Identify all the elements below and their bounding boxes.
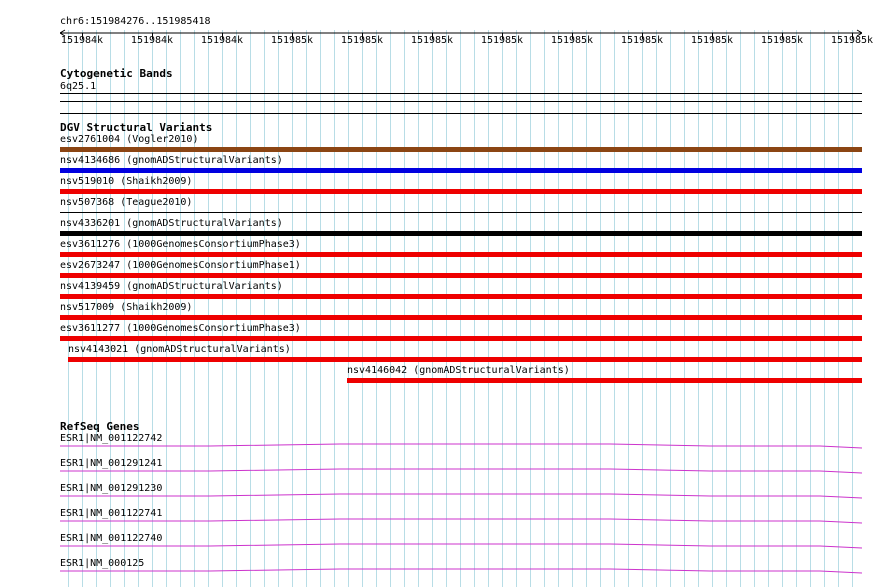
refseq-gene-label[interactable]: ESR1|NM_001122741 xyxy=(60,508,163,519)
ruler-tick-label: 151985k xyxy=(620,35,664,46)
refseq-gene-label[interactable]: ESR1|NM_001122740 xyxy=(60,533,163,544)
refseq-gene-intron-line[interactable] xyxy=(60,543,862,549)
refseq-gene-label[interactable]: ESR1|NM_001122742 xyxy=(60,433,163,444)
dgv-feature-label[interactable]: esv3611276 (1000GenomesConsortiumPhase3) xyxy=(60,239,301,250)
dgv-feature-label[interactable]: nsv4143021 (gnomADStructuralVariants) xyxy=(68,344,291,355)
refseq-track-title: RefSeq Genes xyxy=(60,420,140,433)
dgv-feature-label[interactable]: nsv4146042 (gnomADStructuralVariants) xyxy=(347,365,570,376)
ruler-tick-label: 151984k xyxy=(200,35,244,46)
ruler-tick-label: 151985k xyxy=(270,35,314,46)
dgv-feature-bar[interactable] xyxy=(60,147,862,152)
cytoband-bar-top xyxy=(60,93,862,94)
refseq-gene-intron-line[interactable] xyxy=(60,443,862,449)
ruler-tick-label: 151985k xyxy=(830,35,874,46)
dgv-feature-label[interactable]: esv2673247 (1000GenomesConsortiumPhase1) xyxy=(60,260,301,271)
dgv-track-title: DGV Structural Variants xyxy=(60,121,213,134)
dgv-feature-label[interactable]: nsv4336201 (gnomADStructuralVariants) xyxy=(60,218,283,229)
dgv-feature-bar[interactable] xyxy=(60,336,862,341)
dgv-feature-label[interactable]: esv2761004 (Vogler2010) xyxy=(60,134,199,145)
location-label: chr6:151984276..151985418 xyxy=(60,16,211,27)
dgv-feature-bar[interactable] xyxy=(60,212,862,213)
dgv-feature-bar[interactable] xyxy=(68,357,862,362)
dgv-feature-label[interactable]: nsv519010 (Shaikh2009) xyxy=(60,176,193,187)
cytoband-track-title: Cytogenetic Bands xyxy=(60,67,173,80)
dgv-feature-bar[interactable] xyxy=(60,231,862,236)
dgv-feature-bar[interactable] xyxy=(60,168,862,173)
ruler-tick-label: 151985k xyxy=(760,35,804,46)
refseq-gene-label[interactable]: ESR1|NM_001291241 xyxy=(60,458,163,469)
dgv-feature-bar[interactable] xyxy=(60,189,862,194)
dgv-feature-label[interactable]: nsv4139459 (gnomADStructuralVariants) xyxy=(60,281,283,292)
refseq-gene-intron-line[interactable] xyxy=(60,568,862,574)
dgv-feature-label[interactable]: nsv4134686 (gnomADStructuralVariants) xyxy=(60,155,283,166)
dgv-feature-bar[interactable] xyxy=(347,378,862,383)
track-separator xyxy=(60,113,862,114)
ruler-tick-label: 151985k xyxy=(340,35,384,46)
refseq-gene-intron-line[interactable] xyxy=(60,518,862,524)
ruler-tick-label: 151985k xyxy=(690,35,734,46)
dgv-feature-bar[interactable] xyxy=(60,252,862,257)
dgv-feature-bar[interactable] xyxy=(60,315,862,320)
dgv-feature-bar[interactable] xyxy=(60,273,862,278)
ruler-tick-label: 151984k xyxy=(130,35,174,46)
ruler-tick-label: 151985k xyxy=(480,35,524,46)
refseq-gene-intron-line[interactable] xyxy=(60,493,862,499)
refseq-gene-label[interactable]: ESR1|NM_001291230 xyxy=(60,483,163,494)
dgv-feature-label[interactable]: esv3611277 (1000GenomesConsortiumPhase3) xyxy=(60,323,301,334)
dgv-feature-label[interactable]: nsv507368 (Teague2010) xyxy=(60,197,193,208)
dgv-feature-label[interactable]: nsv517009 (Shaikh2009) xyxy=(60,302,193,313)
ruler-tick-label: 151985k xyxy=(550,35,594,46)
refseq-gene-intron-line[interactable] xyxy=(60,468,862,474)
cytoband-bar-bottom xyxy=(60,101,862,102)
ruler-tick-label: 151984k xyxy=(60,35,104,46)
ruler-tick-label: 151985k xyxy=(410,35,454,46)
refseq-gene-label[interactable]: ESR1|NM_000125 xyxy=(60,558,145,569)
cytoband-label[interactable]: 6q25.1 xyxy=(60,81,97,92)
dgv-feature-bar[interactable] xyxy=(60,294,862,299)
